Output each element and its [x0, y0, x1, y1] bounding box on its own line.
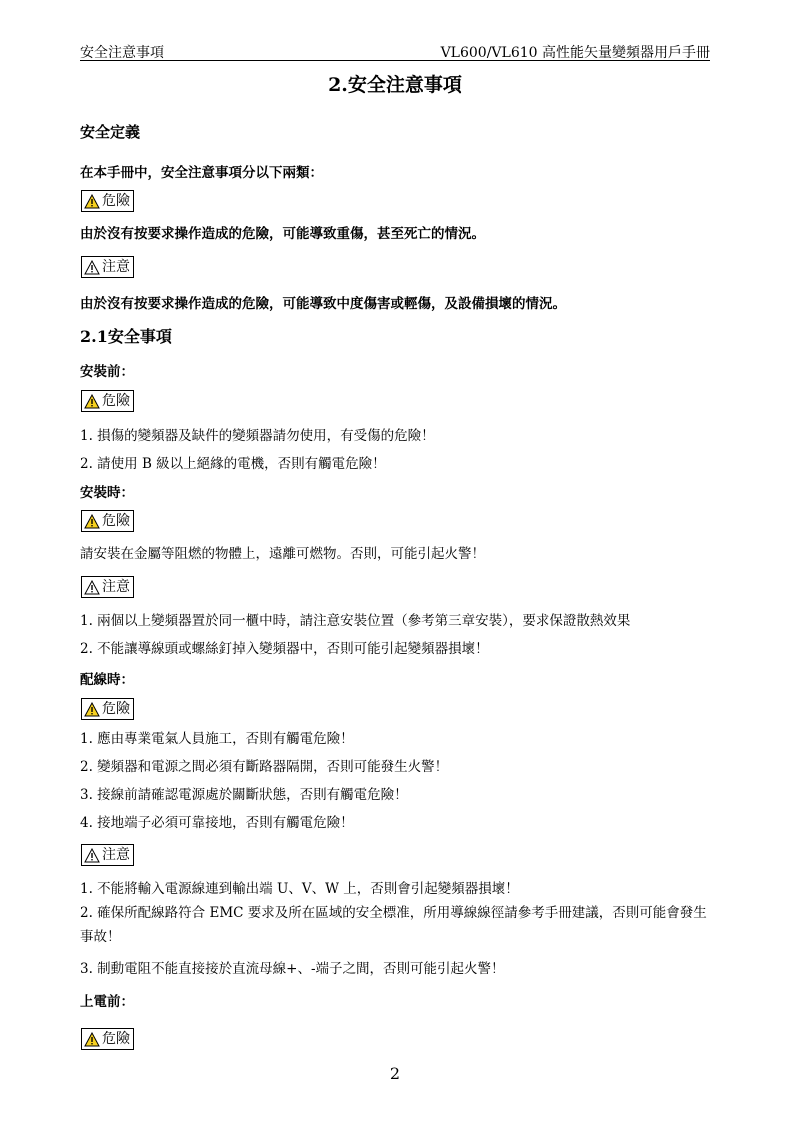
warning-triangle-yellow-icon	[84, 394, 100, 409]
danger-description: 由於沒有按要求操作造成的危險，可能導致重傷，甚至死亡的情況。	[80, 226, 485, 242]
caution-label: 注意	[102, 259, 130, 275]
page-number: 2	[389, 1064, 401, 1083]
caution-label-box	[81, 256, 134, 278]
list-item: 1. 不能將輸入電源線連到輸出端 U、V、W 上，否則會引起變頻器損壞！	[80, 881, 519, 897]
list-item: 3. 制動電阻不能直接接於直流母線+、-端子之間，否則可能引起火警！	[80, 961, 505, 977]
warning-triangle-outline-icon	[84, 848, 100, 863]
list-item: 2. 確保所配線路符合 EMC 要求及所在區域的安全標准，所用導線線徑請參考手冊建議，否則可能會發生事故！	[80, 905, 707, 945]
list-item: 1. 應由專業電氣人員施工，否則有觸電危險！	[80, 731, 354, 747]
list-item: 2. 請使用 B 級以上絕緣的電機，否則有觸電危險！	[80, 456, 386, 472]
danger-label-box	[81, 698, 134, 720]
danger-label-box	[81, 190, 134, 212]
section-2-1-heading: 2.1安全事項	[80, 327, 172, 346]
during-install-heading: 安裝時：	[80, 485, 134, 501]
list-item: 1. 損傷的變頻器及缺件的變頻器請勿使用，有受傷的危險！	[80, 428, 435, 444]
list-item: 1. 兩個以上變頻器置於同一櫃中時，請注意安裝位置（參考第三章安裝），要求保證散熱效果	[80, 613, 631, 629]
definitions-intro: 在本手冊中，安全注意事項分以下兩類：	[80, 165, 323, 181]
danger-label-box	[81, 510, 134, 532]
page-title: 2.安全注意事項	[328, 74, 462, 96]
header-manual-title: VL600/VL610 高性能矢量變頻器用戶手冊	[440, 45, 710, 61]
warning-triangle-yellow-icon	[84, 514, 100, 529]
caution-label-box	[81, 844, 134, 866]
warning-triangle-yellow-icon	[84, 702, 100, 717]
caution-label-box	[81, 576, 134, 598]
before-install-heading: 安裝前：	[80, 364, 134, 380]
danger-label: 危險	[102, 701, 130, 717]
list-item: 2. 變頻器和電源之間必須有斷路器隔開，否則可能發生火警！	[80, 759, 449, 775]
caution-label: 注意	[102, 579, 130, 595]
warning-triangle-outline-icon	[84, 260, 100, 275]
wiring-heading: 配線時：	[80, 672, 134, 688]
warning-triangle-yellow-icon	[84, 194, 100, 209]
danger-label: 危險	[102, 513, 130, 529]
header-section-title: 安全注意事項	[80, 45, 164, 61]
caution-description: 由於沒有按要求操作造成的危險，可能導致中度傷害或輕傷，及設備損壞的情況。	[80, 296, 566, 312]
list-item: 3. 接線前請確認電源處於關斷狀態，否則有觸電危險！	[80, 787, 408, 803]
list-item: 2. 不能讓導線頭或螺絲釘掉入變頻器中，否則可能引起變頻器損壞！	[80, 641, 489, 657]
danger-label-box	[81, 1028, 134, 1050]
warning-triangle-yellow-icon	[84, 1032, 100, 1047]
definitions-heading: 安全定義	[80, 123, 141, 141]
danger-text: 請安裝在金屬等阻燃的物體上，遠離可燃物。否則，可能引起火警！	[80, 546, 485, 562]
list-item: 4. 接地端子必須可靠接地，否則有觸電危險！	[80, 815, 354, 831]
danger-label: 危險	[102, 393, 130, 409]
warning-triangle-outline-icon	[84, 580, 100, 595]
danger-label: 危險	[102, 1031, 130, 1047]
caution-label: 注意	[102, 847, 130, 863]
power-on-heading: 上電前：	[80, 994, 134, 1010]
danger-label-box	[81, 390, 134, 412]
danger-label: 危險	[102, 193, 130, 209]
header-divider	[80, 60, 710, 61]
